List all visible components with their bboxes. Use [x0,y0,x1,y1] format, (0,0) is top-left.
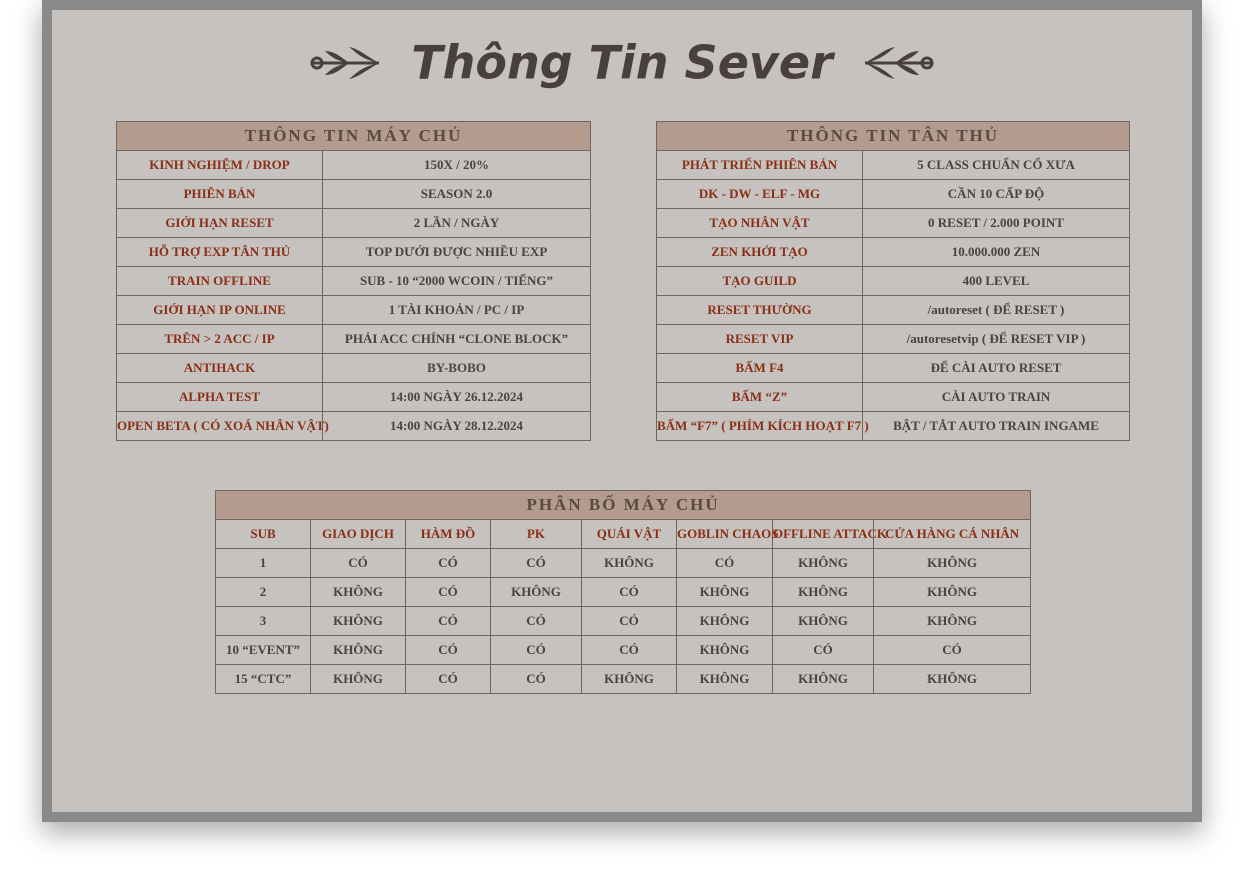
row-value: BY-BOBO [323,354,591,383]
row-label: DK - DW - ELF - MG [657,180,863,209]
table-row [657,238,1130,267]
table-row [117,383,591,412]
row-value: SUB - 10 “2000 WCOIN / TIẾNG” [323,267,591,296]
table-cell: 3 [216,607,311,636]
table-row [117,180,591,209]
row-value: 400 LEVEL [863,267,1130,296]
table-cell: CÓ [406,665,491,694]
row-value: /autoreset ( ĐỂ RESET ) [863,296,1130,325]
table-cell: KHÔNG [874,578,1031,607]
table-cell: CÓ [874,636,1031,665]
row-value: PHẢI ACC CHÍNH “CLONE BLOCK” [323,325,591,354]
column-header-personal-shop: CỬA HÀNG CÁ NHÂN [874,520,1031,549]
table-cell: KHÔNG [773,665,874,694]
table-row [117,325,591,354]
table-cell: KHÔNG [582,665,677,694]
table-cell: KHÔNG [491,578,582,607]
distribution-header: PHÂN BỐ MÁY CHỦ [216,491,1031,520]
table-cell: KHÔNG [582,549,677,578]
column-header-pk: PK [491,520,582,549]
row-label: TẠO NHÂN VẬT [657,209,863,238]
newbie-info-table [656,121,1130,441]
server-info-header: THÔNG TIN MÁY CHỦ [117,122,591,151]
row-value: 0 RESET / 2.000 POINT [863,209,1130,238]
table-cell: CÓ [311,549,406,578]
server-distribution-table [215,490,1031,694]
row-label: PHÁT TRIỂN PHIÊN BẢN [657,151,863,180]
table-row [216,636,1031,665]
row-value: BẬT / TẮT AUTO TRAIN INGAME [863,412,1130,441]
table-row [216,607,1031,636]
row-value: SEASON 2.0 [323,180,591,209]
table-cell: CÓ [491,607,582,636]
leaf-ornament-right-icon [863,43,935,83]
table-cell: CÓ [582,636,677,665]
table-cell: KHÔNG [311,636,406,665]
table-cell: KHÔNG [773,607,874,636]
row-label: GIỚI HẠN RESET [117,209,323,238]
row-label: ALPHA TEST [117,383,323,412]
row-value: 1 TÀI KHOẢN / PC / IP [323,296,591,325]
leaf-ornament-left-icon [309,43,381,83]
row-label: ZEN KHỞI TẠO [657,238,863,267]
row-value: ĐỂ CÀI AUTO RESET [863,354,1130,383]
table-cell: CÓ [491,636,582,665]
table-cell: CÓ [406,549,491,578]
table-cell: 15 “CTC” [216,665,311,694]
table-row [216,549,1031,578]
row-label: TRÊN > 2 ACC / IP [117,325,323,354]
row-label: RESET THƯỜNG [657,296,863,325]
table-cell: CÓ [677,549,773,578]
server-info-table [116,121,591,441]
table-row [117,412,591,441]
row-value: 10.000.000 ZEN [863,238,1130,267]
table-cell: KHÔNG [311,607,406,636]
table-cell: CÓ [491,665,582,694]
table-cell: CÓ [406,636,491,665]
table-row [657,180,1130,209]
column-header-map: HÀM ĐỒ [406,520,491,549]
table-cell: CÓ [406,578,491,607]
table-cell: CÓ [773,636,874,665]
table-row [657,412,1130,441]
page-title: Thông Tin Sever [411,35,833,90]
row-value: 14:00 NGÀY 26.12.2024 [323,383,591,412]
row-value: TOP DƯỚI ĐƯỢC NHIỀU EXP [323,238,591,267]
row-label: TẠO GUILD [657,267,863,296]
table-row [657,325,1130,354]
table-cell: KHÔNG [677,607,773,636]
column-header-trade: GIAO DỊCH [311,520,406,549]
row-value: CÀI AUTO TRAIN [863,383,1130,412]
table-cell: CÓ [582,607,677,636]
table-cell: KHÔNG [311,665,406,694]
row-value: 2 LẦN / NGÀY [323,209,591,238]
row-label: BẤM “F7” ( PHÍM KÍCH HOẠT F7 ) [657,412,863,441]
row-value: /autoresetvip ( ĐỂ RESET VIP ) [863,325,1130,354]
table-row [657,267,1130,296]
table-row [117,238,591,267]
page-title-block [0,32,1244,94]
table-row [657,209,1130,238]
table-row [117,267,591,296]
table-row [657,354,1130,383]
column-header-goblin-chaos: GOBLIN CHAOS [677,520,773,549]
table-cell: CÓ [582,578,677,607]
table-cell: KHÔNG [311,578,406,607]
table-row [117,296,591,325]
newbie-info-header: THÔNG TIN TÂN THỦ [657,122,1130,151]
table-row [657,296,1130,325]
table-cell: KHÔNG [874,549,1031,578]
column-header-monster: QUÁI VẬT [582,520,677,549]
row-label: BẤM “Z” [657,383,863,412]
table-cell: KHÔNG [677,665,773,694]
table-row [117,354,591,383]
row-label: TRAIN OFFLINE [117,267,323,296]
table-cell: KHÔNG [677,578,773,607]
table-cell: CÓ [406,607,491,636]
row-label: GIỚI HẠN IP ONLINE [117,296,323,325]
table-cell: 1 [216,549,311,578]
row-label: ANTIHACK [117,354,323,383]
table-cell: CÓ [491,549,582,578]
table-cell: KHÔNG [874,665,1031,694]
column-header-offline-attack: OFFLINE ATTACK [773,520,874,549]
row-value: 14:00 NGÀY 28.12.2024 [323,412,591,441]
column-header-sub: SUB [216,520,311,549]
table-cell: 2 [216,578,311,607]
table-cell: KHÔNG [773,549,874,578]
row-label: RESET VIP [657,325,863,354]
row-value: CẦN 10 CẤP ĐỘ [863,180,1130,209]
row-label: HỖ TRỢ EXP TÂN THỦ [117,238,323,267]
table-row [117,209,591,238]
table-row [216,665,1031,694]
table-row [216,578,1031,607]
row-label: BẤM F4 [657,354,863,383]
table-row [657,151,1130,180]
table-cell: KHÔNG [773,578,874,607]
table-cell: 10 “EVENT” [216,636,311,665]
row-value: 5 CLASS CHUẨN CỔ XƯA [863,151,1130,180]
row-label: KINH NGHIỆM / DROP [117,151,323,180]
row-value: 150X / 20% [323,151,591,180]
row-label: PHIÊN BẢN [117,180,323,209]
table-row [117,151,591,180]
table-cell: KHÔNG [874,607,1031,636]
table-row [657,383,1130,412]
row-label: OPEN BETA ( CÓ XOÁ NHÂN VẬT) [117,412,323,441]
table-cell: KHÔNG [677,636,773,665]
